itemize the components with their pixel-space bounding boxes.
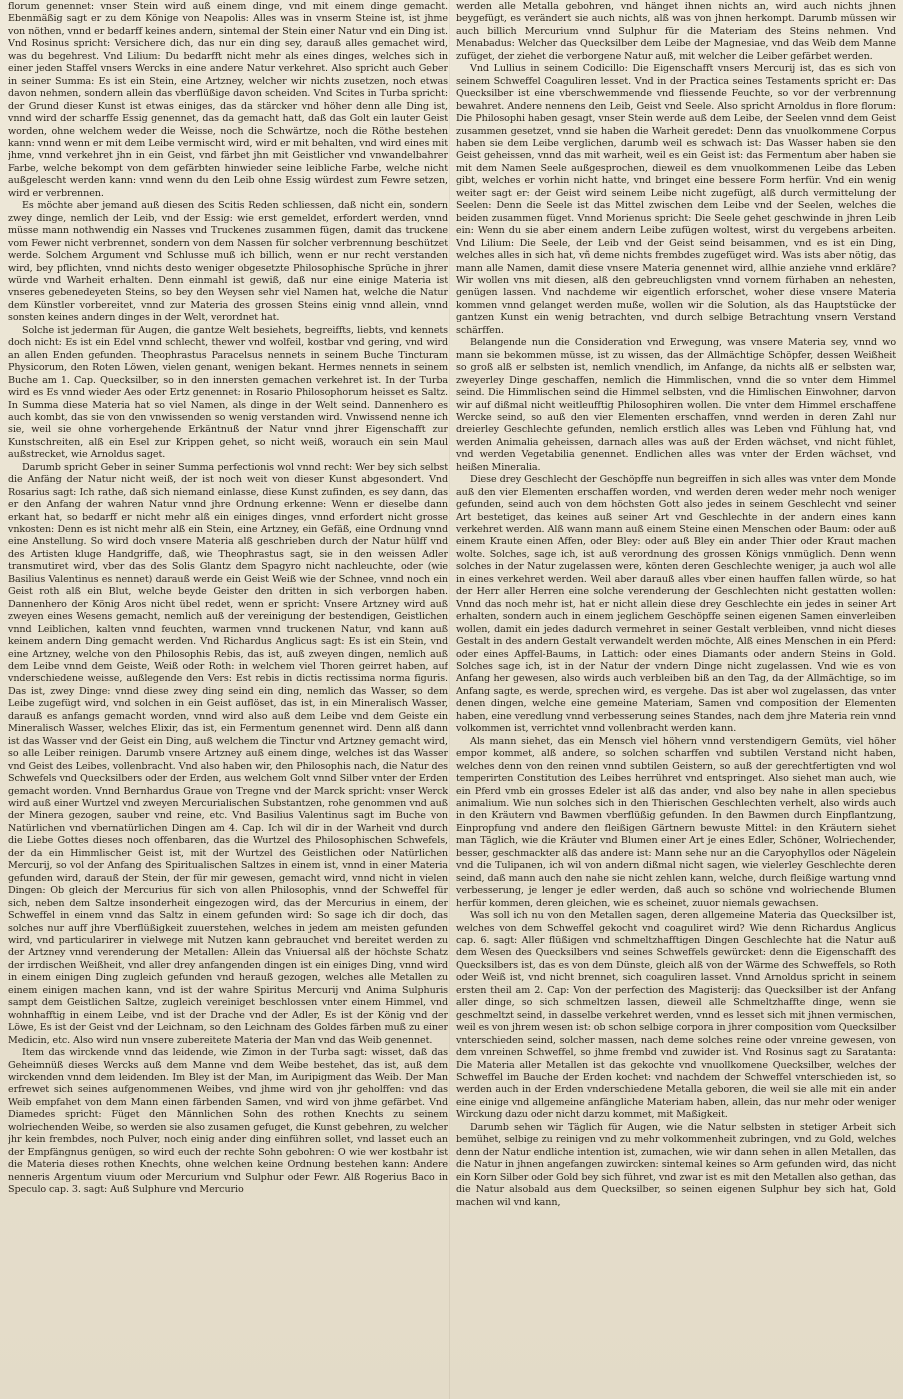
paragraph: Solche ist jederman für Augen, die gantze Welt besiehets, begreiffts, liebts, vnd kennets doch nicht: Es ist ein Edel vnnd schlecht, thewer vnd wolfeil, kostbar vnd gering, vnd wird an allen Enden gefunden. Theophrastus Paracelsus nennets in seinem Buche Tincturam Physicorum, den Roten Löwen, vielen genant, wenigen bekant. Hermes nennets in seinem Buche am 1. Cap. Quecksilber, so in den innersten gemachen verkehret ist. In der Turba wird es Es vnnd wieder Aes oder Ertz genennet: in Rosario Philosophorum heisset es Saltz. In Summa diese Materia hat so viel Namen, als dinge in der Welt seind. Dannenhero es auch kombt, das sie von den vnwissenden so wenig verstanden wird. Vnwissend nenne ich sie, weil sie ohne vorhergehende Erkäntnuß der Natur vnnd jhrer Eigenschafft zur Kunstschreiten, alß ein Esel zur Krippen gehet, so nicht weiß, worauch ein sein Maul außstrecket, wie Arnoldus saget. (8, 324, 448, 461)
paragraph: florum genennet: vnser Stein wird auß einem dinge, vnd mit einem dinge gemacht. Ebenmäßig sagt er zu dem Könige von Neapolis: Alles was in vnserm Steine ist, ist jhme von nöthen, vnnd er bedarff keines andern, sintemal der Stein einer Natur vnd ein Ding ist. Vnd Rosinus spricht: Versichere dich, das nur ein ding sey, darauß alles gemachet wird, was du begehrest. Vnd Lilium: Du bedarfft nicht mehr als eines dinges, welches sich in einer jeden Staffel vnsers Wercks in eine andere Natur verkehret. Also spricht auch Geber in seiner Summa: Es ist ein Stein, eine Artzney, welcher wir nichts zusetzen, noch etwas davon nehmen, sondern allein das vberflüßige davon scheiden. Vnd Scites in Turba spricht: der Grund dieser Kunst ist etwas einiges, das da stärcker vnd höher denn alle Ding ist, vnnd wird der scharffe Essig genennet, das da gemacht hatt, daß das Golt ein lauter Geist worden, ohne welchem weder die Weisse, noch die Schwärtze, noch die Röthe bestehen kann: vnnd wenn er mit dem Leibe vermischt wird, wird er mit behalten, vnd wird eines mit jhme, vnnd verkehret jhn in ein Geist, vnd färbet jhn mit Geistlicher vnd vnwandelbahrer Farbe, welche bekompt von dem gefärbten hinwieder seine leibliche Farbe, welche nicht außgelescht werden kann: vnnd wenn du den Leib ohne Essig würdest zum Fewre setzen, wird er verbrennen. (8, 1, 448, 199)
paragraph: Item das wirckende vnnd das leidende, wie Zimon in der Turba sagt: wisset, daß das Geheimnüß dieses Wercks auß dem Manne vnd dem Weibe bestehet, das ist, auß dem wirckenden vnnd dem leidenden. Im Bley ist der Man, im Auripigment das Weib. Der Man erfrewet sich seines aufgenommenen Weibes, vnd jhme wird von jhr geholffen: vnd das Weib empfahet von dem Mann einen färbenden Samen, vnd wird von jhme gefärbet. Vnd Diamedes spricht: Füget den Männlichen Sohn des rothen Knechts zu seinem wolriechenden Weibe, so werden sie also zusamen gefuget, die Kunst gebehren, zu welcher jhr kein frembdes, noch Pulver, noch einig ander ding einführen sollet, vnd lasset euch an der Empfängnus genügen, so wird euch der rechte Sohn gebohren: O wie wer kostbahr ist die Materia dieses rothen Knechts, ohne welchen keine Ordnung bestehen kann: Andere nenneris Argentum viuum oder Mercurium vnd Sulphur oder Fewr. Alß Rogerius Baco in Speculo cap. 3. sagt: Auß Sulphure vnd Mercurio (8, 1047, 448, 1196)
right-text-column (456, 1, 896, 1397)
column-gutter (449, 0, 450, 1399)
paragraph: Belangende nun die Consideration vnd Erwegung, was vnsere Materia sey, vnnd wo mann sie bekommen müsse, ist zu wissen, das der Allmächtige Schöpfer, dessen Weißheit so groß alß er selbsten ist, nemlich vnendlich, im Anfange, da nichts alß er selbsten war, zweyerley Dinge geschaffen, nemlich die Himmlischen, vnnd die so vnter dem Himmel seind. Die Himmlischen seind die Himmel selbsten, vnd die Himlischen Einwohner, darvon wir auf dißmal nicht weitleufftig Philosophiren wollen. Die vnter dem Himmel erschaffene Wercke seind, so auß den vier Elementen erschaffen, vnnd werden in deren Zahl nur dreierley Geschlechte gefunden, nemlich erstlich alles was Leben vnd Fühlung hat, vnd werden Animalia geheissen, darnach alles was auß der Erden wächset, vnd nicht fühlet, vnd werden Vegetabilia genennet. Endlichen alles was vnter der Erden wächset, vnd heißen Mineralia. (456, 337, 896, 473)
paragraph: Als mann siehet, das ein Mensch viel höhern vnnd verstendigern Gemüts, viel höher empor kommet, alß andere, so solchen scharffen vnd subtilen Verstand nicht haben, welches denn von den reinen vnnd subtilen Geistern, so auß der gerechtfertigten vnd wol temperirten Constitution des Leibes herrühret vnd entspringet. Also siehet man auch, wie ein Pferd vmb ein grosses Edeler ist alß das ander, vnd also bey nahe in allen speciebus animalium. Wie nun solches sich in den Thierischen Geschlechten verhelt, also wirds auch in den Kräutern vnd Bawmen vberflüßig gefunden. In den Bawmen durch Einpflantzung, Einpropfung vnd andere den fleißigen Gärtnern bewuste Mittel: in den Kräutern siehet man Täglich, wie die Kräuter vnd Blumen einer Art je eines Edler, Schöner, Wolriechender, besser, geschmackter alß das andere ist: Mann sehe nur an die Caryophyllos oder Nägelein vnd die Tulipanen, ich wil von andern dißmal nicht sagen, wie vielerley Geschlechte deren seind, daß mann auch den nahe sie nicht zehlen kann, welche, durch fleißige wartung vnnd verbesserung, je lenger je edler werden, daß auch so schöne vnd wolriechende Blumen herfür kommen, deren gleichen, wie es scheinet, zuuor niemals gewachsen. (456, 735, 896, 909)
paragraph: Darumb spricht Geber in seiner Summa perfectionis wol vnnd recht: Wer bey sich selbst die Anfäng der Natur nicht weiß, der ist noch weit von dieser Kunst abgesondert. Vnd Rosarius sagt: Ich rathe, daß sich niemand einlasse, diese Kunst zufinden, es sey dann, das er den Anfang der wahren Natur vnnd jhre Ordnung erkenne: Wenn er dieselbe dann erkant hat, so bedarff er nicht mehr alß ein einiges dinges, vnnd erfordert nicht grosse vnkosten: Denn es ist nicht mehr alß ein Stein, eine Artzney, ein Gefäß, eine Ordnung vnnd eine Anstellung. So wird doch vnsere Materia alß geschrieben durch der Natur hülff vnd des Artisten kluge Handgriffe, daß, wie Theophrastus sagt, sie in den weissen Adler transmutiret wird, vber das des Solis Glantz dem Spagyro nicht nachleuchte, oder (wie Basilius Valentinus es nennet) darauß werde ein Geist Weiß wie der Schnee, vnnd noch ein Geist roth alß ein Blut, welche beyde Geister den dritten in sich verborgen haben. Dannenhero der König Aros nicht übel redet, wenn er spricht: Vnsere Artzney wird auß zweyen eines Wesens gemacht, nemlich auß der vereinigung der bestendigen, Geistlichen vnnd Leiblichen, kalten vnnd feuchten, warmen vnnd truckenen Natur, vnd kann auß keinem andern Ding gemacht werden. Vnd Richardus Anglicus sagt: Es ist ein Stein, vnd eine Artzney, welche von den Philosophis Rebis, das ist, auß zweyen dingen, nemlich auß dem Leibe vnnd dem Geiste, Weiß oder Roth: in welchem viel Thoren geirret haben, auf vnderschiedene weisse, außlegende den Vers: Est rebis in dictis rectissima norma figuris. Das ist, zwey Dinge: vnnd diese zwey ding seind ein ding, nemlich das Wasser, so dem Leibe zugefügt wird, vnd solchen in ein Geist auflöset, das ist, in ein Mineralisch Wasser, darauß es anfangs gemacht worden, vnnd wird also auß dem Leibe vnd dem Geiste ein Mineralisch Wasser, welches Elixir, das ist, ein Fermentum genennet wird. Denn alß dann ist das Wasser vnd der Geist ein Ding, auß welchem die Tinctur vnd Artzney gemacht wird, so alle Leiber reinigen. Darumb vnsere Artzney auß einem dinge, welches ist das Wasser vnd Geist des Leibes, vollenbracht. Vnd also haben wir, den Philosophis nach, die Natur des Schwefels vnd Quecksilbers oder der Erden, aus welchem Golt vnnd Silber vnter der Erden gemacht worden. Vnnd Bernhardus Graue von Tregne vnd der Marck spricht: vnser Werck wird auß einer Wurtzel vnd zweyen Mercurialischen Substantzen, rohe genommen vnd auß der Minera gezogen, sauber vnd reine, etc. Vnd Basilius Valentinus sagt im Buche von Natürlichen vnd vbernatürlichen Dingen am 4. Cap. Ich wil dir in der Warheit vnd durch die Liebe Gottes dieses noch offenbaren, das die Wurtzel des Philosophischen Schwefels, der da ein Himmlischer Geist ist, mit der Wurtzel des Geistlichen oder Natürlichen Mercurij, so vol der Anfang des Spiritualischen Saltzes in einem ist, vnnd in einer Materia gefunden wird, darauß der Stein, der für mir gewesen, gemacht wird, vnnd nicht in vielen Dingen: Ob gleich der Mercurius für sich von allen Philosophis, vnnd der Schweffel für sich, neben dem Saltze insonderheit eingezogen wird, das der Mercurius in einem, der Schweffel in einem vnnd das Saltz in einem gefunden wird: So sage ich dir doch, das solches nur auff jhre Vberflüßigkeit zuuerstehen, welches in jedem am meisten gefunden wird, vnd particularirer in vielwege mit Nutzen kann gebrauchet vnd bereitet werden zu der Artzney vnnd verenderung der Metallen: Allein das Vniuersal alß der höchste Schatz der irrdischen Weißheit, vnd aller drey anfangenden dingen ist ein einiges Ding, vnnd wird in einem einigen Ding zugleich gefunden vnd herauß gezogen, welches alle Metallen zu einem einigen machen kann, vnd ist der wahre Spiritus Mercurij vnd Anima Sulphuris sampt dem Geistlichen Saltze, zugleich vereiniget beschlossen vnter einem Himmel, vnd wohnhafftig in einem Leibe, vnd ist der Drache vnd der Adler, Es ist der König vnd der Löwe, Es ist der Geist vnd der Leichnam, so den Leichnam des Goldes färben muß zu einer Medicin, etc. Also wird nun vnsere zubereitete Materia der Man vnd das Weib genennet. (8, 461, 448, 1046)
paragraph: werden alle Metalla gebohren, vnd hänget ihnen nichts an, wird auch nichts jhnen beygefügt, es verändert sie auch nichts, alß was von jhnen herkompt. Darumb müssen wir auch billich Mercurium vnnd Sulphur für die Materiam des Steins nehmen. Vnd Menabadus: Welcher das Quecksilber dem Leibe der Magnesiae, vnd das Weib dem Manne zufüget, der ziehet die verborgene Natur auß, mit welcher die Leiber gefärbet werden. (456, 1, 896, 62)
paragraph: Vnd Lullius in seinem Codicillo: Die Eigenschafft vnsers Mercurij ist, das es sich von seinem Schweffel Coaguliren lesset. Vnd in der Practica seines Testaments spricht er: Das Quecksilber ist eine vberschwemmende vnd fliessende Feuchte, so vor der verbrennung bewahret. Andere nennens den Leib, Geist vnd Seele. Also spricht Arnoldus in flore florum: Die Philosophi haben gesagt, vnser Stein werde auß dem Leibe, der Seelen vnnd dem Geist zusammen gesetzet, vnnd sie haben die Warheit geredet: Denn das vnuolkommene Corpus haben sie dem Leibe verglichen, darumb weil es schwach ist: Das Wasser haben sie den Geist geheissen, vnnd das mit warheit, weil es ein Geist ist: das Fermentum aber haben sie mit dem Namen Seele außgesprochen, dieweil es dem vnuolkommenen Leibe das Leben gibt, welches er vorhin nicht hatte, vnd bringet eine bessere Form herfür. Vnd ein wenig weiter sagt er: der Geist wird seinem Leibe nicht zugefügt, alß durch vermittelung der Seelen: Denn die Seele ist das Mittel zwischen dem Leibe vnd der Seelen, welches die beiden zusammen füget. Vnnd Morienus spricht: Die Seele gehet geschwinde in jhren Leib ein: Wenn du sie aber einem andern Leibe zufügen woltest, wirst du vergebens arbeiten. Vnd Lilium: Die Seele, der Leib vnd der Geist seind beisammen, vnd es ist ein Ding, welches alles in sich hat, vñ deme nichts frembdes zugefüget wird. Was ists aber nötig, das mann alle Namen, damit diese vnsere Materia genennet wird, allhie anziehe vnnd erkläre? Wir wollen vns mit diesen, alß den gebreuchligsten vnnd vornem fürhaben an nehesten, genügen lassen. Vnd nachdeme wir eigentlich erforschet, woher diese vnsere Materia kommen vnnd gelanget werden muße, wollen wir die Solution, als das Hauptstücke der gantzen Kunst ein wenig betrachten, vnd durch selbige Betrachtung vnsern Verstand schärffen. (456, 63, 896, 336)
left-text-column (8, 1, 448, 1397)
paragraph: Es möchte aber jemand auß diesen des Scitis Reden schliessen, daß nicht ein, sondern zwey dinge, nemlich der Leib, vnd der Essig: wie erst gemeldet, erfordert werden, vnnd müsse mann nothwendig ein Nasses vnd Truckenes zusammen fügen, damit das truckene vom Fewer nicht verbrennet, sondern von dem Nassen für solcher verbrennung beschützet werde. Solchem Argument vnd Schlusse muß ich billich, wenn er nur recht verstanden wird, bey pflichten, vnnd nichts desto weniger obgesetzte Philosophische Sprüche in jhrer würde vnd Warheit erhalten. Denn einmahl ist gewiß, daß nur eine einige Materia ist vnseres gebenedeyeten Steins, so bey den Weysen sehr viel Namen hat, welche die Natur dem Künstler vorbereitet, vnnd zur Materia des grossen Steins einig vnnd allein, vnnd sonsten keines andern dinges in der Welt, verordnet hat. (8, 200, 448, 324)
paragraph: Darumb sehen wir Täglich für Augen, wie die Natur selbsten in stetiger Arbeit sich bemühet, selbige zu reinigen vnd zu mehr volkommenheit zubringen, vnd zu Gold, welches denn der Natur endliche intention ist, zumachen, wie wir dann sehen in allen Metallen, das die Natur in jhnen angefangen zuwircken: sintemal keines so Arm gefunden wird, das nicht ein Korn Silber oder Gold bey sich führet, vnd zwar ist es mit den Metallen also gethan, das die Natur alsobald aus dem Quecksilber, so seinen eigenen Sulphur bey sich hat, Gold machen wil vnd kann, (456, 1121, 896, 1208)
paragraph: Was soll ich nu von den Metallen sagen, deren allgemeine Materia das Quecksilber ist, welches von dem Schweffel gekocht vnd coaguliret wird? Wie denn Richardus Anglicus cap. 6. sagt: Aller flüßigen vnd schmeltzhafftigen Dingen Geschlechte hat die Natur auß dem Wesen des Quecksilbers vnd seines Schweffels gewürcket: denn die Eigenschafft des Quecksilbers ist, das es von dem Dünste, gleich alß von der Wärme des Schweffels, so Roth oder Weiß ist, vnd nicht brennet, sich coaguliren lasset. Vnnd Arnoldus spricht in seinem ersten theil am 2. Cap: Von der perfection des Magisterij: das Quecksilber ist der Anfang aller dinge, so sich schmeltzen lassen, dieweil alle Schmeltzhaffte dinge, wenn sie geschmeltzt seind, in dasselbe verkehret werden, vnnd es lesset sich mit jhnen vermischen, weil es von jhrem wesen ist: ob schon selbige corpora in jhrer composition vom Quecksilber vnterschieden seind, solcher massen, nach deme solches reine oder vnreine gewesen, von dem vnreinen Schweffel, so jhme frembd vnd zuwider ist. Vnd Rosinus sagt zu Saratanta: Die Materia aller Metallen ist das gekochte vnd vnuollkomene Quecksilber, welches der Schweffel im Bauche der Erden kochet: vnd nachdem der Schweffel vnterschieden ist, so werden auch in der Erden vnderschiedene Metalla geboren, die weil sie alle mit ein ander eine einige vnd allgemeine anfängliche Materiam haben, allein, das nur mehr oder weniger Wirckung dazu oder nicht darzu kommet, mit Maßigkeit. (456, 910, 896, 1121)
paragraph: Diese drey Geschlecht der Geschöpffe nun begreiffen in sich alles was vnter dem Monde auß den vier Elementen erschaffen worden, vnd werden deren weder mehr noch weniger gefunden, seind auch von dem höchsten Gott also jedes in seinem Geschlecht vnd seiner Art bestetiget, das keines auß seiner Art vnd Geschlechte in der andern eines kann verkehret werden. Alß wann mann auß einem Steine einen Menschen oder Baum: oder auß einem Kraute einen Affen, oder Bley: oder auß Bley ein ander Thier oder Kraut machen wolte. Solches, sage ich, ist auß verordnung des grossen Königs vnmüglich. Denn wenn solches in der Natur zugelassen were, könten deren Geschlechte weniger, ja auch wol alle in eines verkehret werden. Weil aber darauß alles vber einen hauffen fallen würde, so hat der Herr aller Herren eine solche verenderung der Geschlechten nicht gestatten wollen: Vnnd das noch mehr ist, hat er nicht allein diese drey Geschlechte ein jedes in seiner Art erhalten, sondern auch in einem jeglichem Geschöpffe seinen eigenen Samen einverleiben wollen, damit ein jedes dadurch vermehret in seiner Gestalt verbleiben, vnnd nicht dieses Gestalt in des andern Gestalt verwandelt werden möchte, Alß eines Menschen in ein Pferd: oder eines Apffel-Baums, in Lattich: oder eines Diamants oder andern Steins in Gold. Solches sage ich, ist in der Natur der vndern Dinge nicht zugelassen. Vnd wie es von Anfang her gewesen, also wirds auch verbleiben biß an den Tag, da der Allmächtige, so im Anfang sagte, es werde, sprechen wird, es vergehe. Das ist aber wol zugelassen, das vnter denen dingen, welche eine gemeine Materiam, Samen vnd composition der Elementen haben, eine veredlung vnnd verbesserung seines Standes, nach dem jhre Materia rein vnnd volkommen ist, verrichtet vnnd vollenbracht werden kann. (456, 474, 896, 735)
